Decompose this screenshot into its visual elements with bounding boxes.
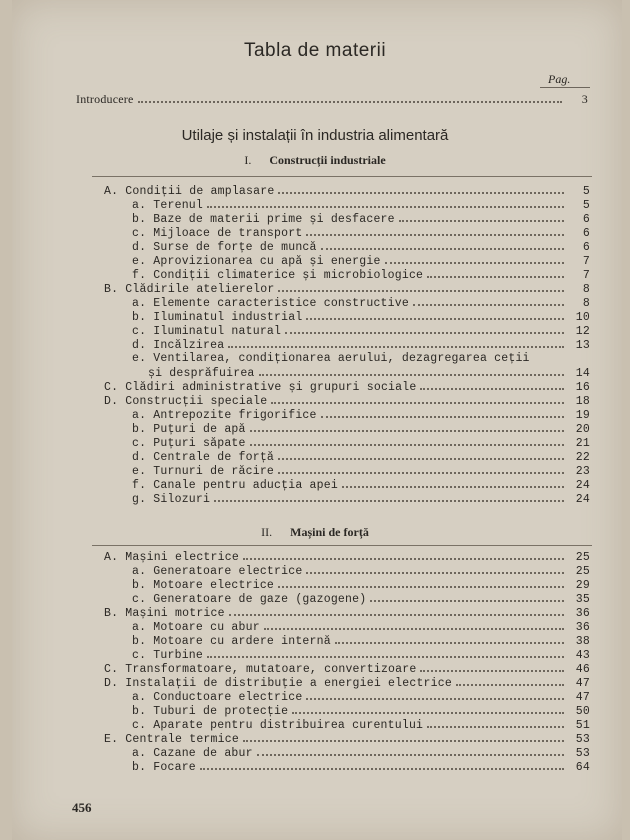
dot-leader [306, 310, 564, 320]
chapter-rule-2 [92, 545, 592, 546]
toc-entry [132, 352, 590, 366]
toc-entry-page: 23 [575, 465, 590, 478]
toc-entry [132, 690, 590, 704]
toc-entry [132, 704, 590, 718]
toc-entry-page: 25 [575, 551, 590, 564]
toc-entry-page: 5 [582, 199, 590, 212]
toc-entry-page: 21 [575, 437, 590, 450]
toc-entry [132, 746, 590, 760]
toc-entry [132, 296, 590, 310]
dot-leader [427, 268, 564, 278]
toc-entry [132, 212, 590, 226]
dot-leader [427, 718, 564, 728]
chapter-heading-1 [0, 153, 630, 168]
dot-leader [306, 690, 564, 700]
toc-entry-introducere [76, 92, 588, 106]
dot-leader [278, 450, 564, 460]
toc-entry-label: c. Iluminatul natural [132, 325, 282, 338]
page-column-label: Pag. [548, 72, 571, 86]
toc-entry-label: b. Tuburi de protecție [132, 705, 289, 718]
chapter-heading-2 [0, 525, 630, 540]
toc-entry [132, 240, 590, 254]
dot-leader [278, 282, 564, 292]
toc-entry [132, 254, 590, 268]
toc-entry-label: a. Generatoare electrice [132, 565, 303, 578]
toc-entry [104, 662, 590, 676]
toc-entry-page: 3 [581, 92, 588, 106]
toc-entry [132, 310, 590, 324]
toc-entry-page: 43 [575, 649, 590, 662]
toc-entry-page: 14 [575, 367, 590, 380]
toc-entry-label: D. Construcții speciale [104, 395, 268, 408]
toc-entry-page: 36 [575, 621, 590, 634]
toc-entry [132, 324, 590, 338]
toc-entry-page: 36 [575, 607, 590, 620]
toc-entry [132, 648, 590, 662]
toc-entry-label: A. Condiții de amplasare [104, 185, 275, 198]
toc-entry-page: 24 [575, 479, 590, 492]
toc-entry-page: 53 [575, 733, 590, 746]
toc-entry-label: E. Centrale termice [104, 733, 239, 746]
dot-leader [385, 254, 564, 264]
toc-entry [132, 408, 590, 422]
dot-leader [200, 760, 564, 770]
toc-entry-page: 47 [575, 691, 590, 704]
dot-leader [264, 620, 564, 630]
toc-entry-label: b. Baze de materii prime și desfacere [132, 213, 395, 226]
toc-entry-page: 38 [575, 635, 590, 648]
toc-entry-label: c. Aparate pentru distribuirea curentului [132, 719, 424, 732]
dot-leader [456, 676, 564, 686]
toc-entry-page: 24 [575, 493, 590, 506]
toc-entry-label: f. Condiții climaterice și microbiologice [132, 269, 424, 282]
toc-entry [132, 578, 590, 592]
dot-leader [207, 198, 564, 208]
chapter-rule-1 [92, 176, 592, 177]
toc-entry-label: a. Antrepozite frigorifice [132, 409, 317, 422]
toc-entry-page: 6 [582, 241, 590, 254]
dot-leader [306, 226, 564, 236]
toc-entry-label: b. Puțuri de apă [132, 423, 246, 436]
toc-entry [132, 450, 590, 464]
toc-entry-label: a. Elemente caracteristice constructive [132, 297, 409, 310]
dot-leader [278, 184, 564, 194]
toc-entry [132, 422, 590, 436]
toc-entry-label: Introducere [76, 92, 134, 106]
dot-leader [259, 366, 564, 376]
toc-entry [132, 592, 590, 606]
toc-entry-page: 8 [582, 297, 590, 310]
toc-entry-page: 10 [575, 311, 590, 324]
toc-entry [132, 760, 590, 774]
dot-leader [271, 394, 564, 404]
toc-entry-label: D. Instalații de distribuție a energiei electrice [104, 677, 452, 690]
page-number: 456 [72, 800, 92, 815]
toc-entry-page: 18 [575, 395, 590, 408]
dot-leader [321, 240, 564, 250]
dot-leader [399, 212, 564, 222]
page-title: Tabla de materii [243, 40, 387, 61]
toc-entry-label: a. Terenul [132, 199, 204, 212]
dot-leader [413, 296, 564, 306]
dot-leader [335, 634, 564, 644]
page-column-rule [540, 87, 590, 88]
dot-leader [306, 564, 564, 574]
dot-leader [292, 704, 564, 714]
toc-entry-label: d. Incălzirea [132, 339, 225, 352]
toc-entry-label: b. Focare [132, 761, 196, 774]
dot-leader [214, 492, 564, 502]
dot-leader [138, 93, 562, 103]
toc-entry-label: c. Mijloace de transport [132, 227, 303, 240]
toc-entry [132, 464, 590, 478]
toc-entry [132, 718, 590, 732]
toc-entry [132, 226, 590, 240]
dot-leader [342, 478, 564, 488]
toc-entry-page: 47 [575, 677, 590, 690]
toc-entry-label: a. Conductoare electrice [132, 691, 303, 704]
toc-entry-label: și desprăfuirea [148, 367, 255, 380]
toc-entry [132, 620, 590, 634]
toc-entry-label: e. Ventilarea, condiționarea aerului, dezagregarea ceții [132, 352, 530, 365]
toc-entry [132, 634, 590, 648]
dot-leader [243, 732, 564, 742]
toc-entry-label: e. Turnuri de răcire [132, 465, 275, 478]
toc-entry-label: c. Puțuri săpate [132, 437, 246, 450]
toc-entry [132, 564, 590, 578]
toc-entry [132, 478, 590, 492]
toc-entry-page: 64 [575, 761, 590, 774]
toc-entry [132, 338, 590, 352]
toc-entry-page: 50 [575, 705, 590, 718]
toc-entry-label: a. Cazane de abur [132, 747, 253, 760]
chapter-title: Construcții industriale [269, 153, 386, 167]
toc-entry-page: 35 [575, 593, 590, 606]
toc-entry-label: B. Mașini motrice [104, 607, 225, 620]
toc-entry-label: d. Surse de forțe de muncă [132, 241, 317, 254]
toc-entry-label: A. Mașini electrice [104, 551, 239, 564]
toc-entry-page: 8 [582, 283, 590, 296]
dot-leader [278, 464, 564, 474]
dot-leader [321, 408, 564, 418]
toc-entry [104, 394, 590, 408]
toc-entry-page: 53 [575, 747, 590, 760]
toc-entry [132, 198, 590, 212]
toc-entry-label: B. Clădirile atelierelor [104, 283, 275, 296]
dot-leader [229, 606, 564, 616]
dot-leader [243, 550, 564, 560]
toc-entry [104, 732, 590, 746]
toc-entry [132, 492, 590, 506]
toc-entry-page: 22 [575, 451, 590, 464]
toc-entry-label: f. Canale pentru aducția apei [132, 479, 338, 492]
toc-entry-page: 5 [582, 185, 590, 198]
dot-leader [420, 380, 564, 390]
toc-entry-label: c. Generatoare de gaze (gazogene) [132, 593, 367, 606]
toc-entry-label: e. Aprovizionarea cu apă și energie [132, 255, 381, 268]
dot-leader [207, 648, 564, 658]
toc-entry-page: 7 [582, 255, 590, 268]
toc-entry [104, 550, 590, 564]
toc-entry-label: b. Iluminatul industrial [132, 311, 303, 324]
toc-entry-label: d. Centrale de forță [132, 451, 275, 464]
toc-entry [148, 366, 590, 380]
toc-entry-page: 16 [575, 381, 590, 394]
chapter-title: Mașini de forță [290, 525, 369, 539]
toc-entry [132, 436, 590, 450]
dot-leader [228, 338, 564, 348]
dot-leader [420, 662, 564, 672]
toc-entry [104, 184, 590, 198]
toc-entry [104, 606, 590, 620]
toc-entry-page: 7 [582, 269, 590, 282]
dot-leader [370, 592, 564, 602]
toc-entry-label: b. Motoare cu ardere internă [132, 635, 331, 648]
toc-entry-page: 6 [582, 213, 590, 226]
toc-entry [104, 282, 590, 296]
toc-entry-page: 12 [575, 325, 590, 338]
toc-entry-page: 51 [575, 719, 590, 732]
toc-entry-page: 29 [575, 579, 590, 592]
toc-entry-page: 19 [575, 409, 590, 422]
dot-leader [250, 422, 564, 432]
toc-entry-label: C. Transformatoare, mutatoare, convertizoare [104, 663, 417, 676]
toc-entry-label: a. Motoare cu abur [132, 621, 260, 634]
chapter-number: II. [261, 525, 273, 539]
toc-entry [104, 380, 590, 394]
section-subtitle: Utilaje și instalații în industria alimentară [181, 127, 449, 144]
toc-entry [132, 268, 590, 282]
toc-entry-page: 46 [575, 663, 590, 676]
toc-entry-label: b. Motoare electrice [132, 579, 275, 592]
dot-leader [278, 578, 564, 588]
dot-leader [285, 324, 564, 334]
toc-entry-page: 20 [575, 423, 590, 436]
toc-entry-label: g. Silozuri [132, 493, 211, 506]
toc-entry-label: c. Turbine [132, 649, 204, 662]
toc-entry-page: 25 [575, 565, 590, 578]
dot-leader [534, 353, 564, 361]
toc-entry-label: C. Clădiri administrative și grupuri sociale [104, 381, 417, 394]
toc-entry [104, 676, 590, 690]
dot-leader [257, 746, 564, 756]
toc-entry-page: 13 [575, 339, 590, 352]
chapter-number: I. [244, 153, 252, 167]
dot-leader [250, 436, 564, 446]
toc-entry-page: 6 [582, 227, 590, 240]
